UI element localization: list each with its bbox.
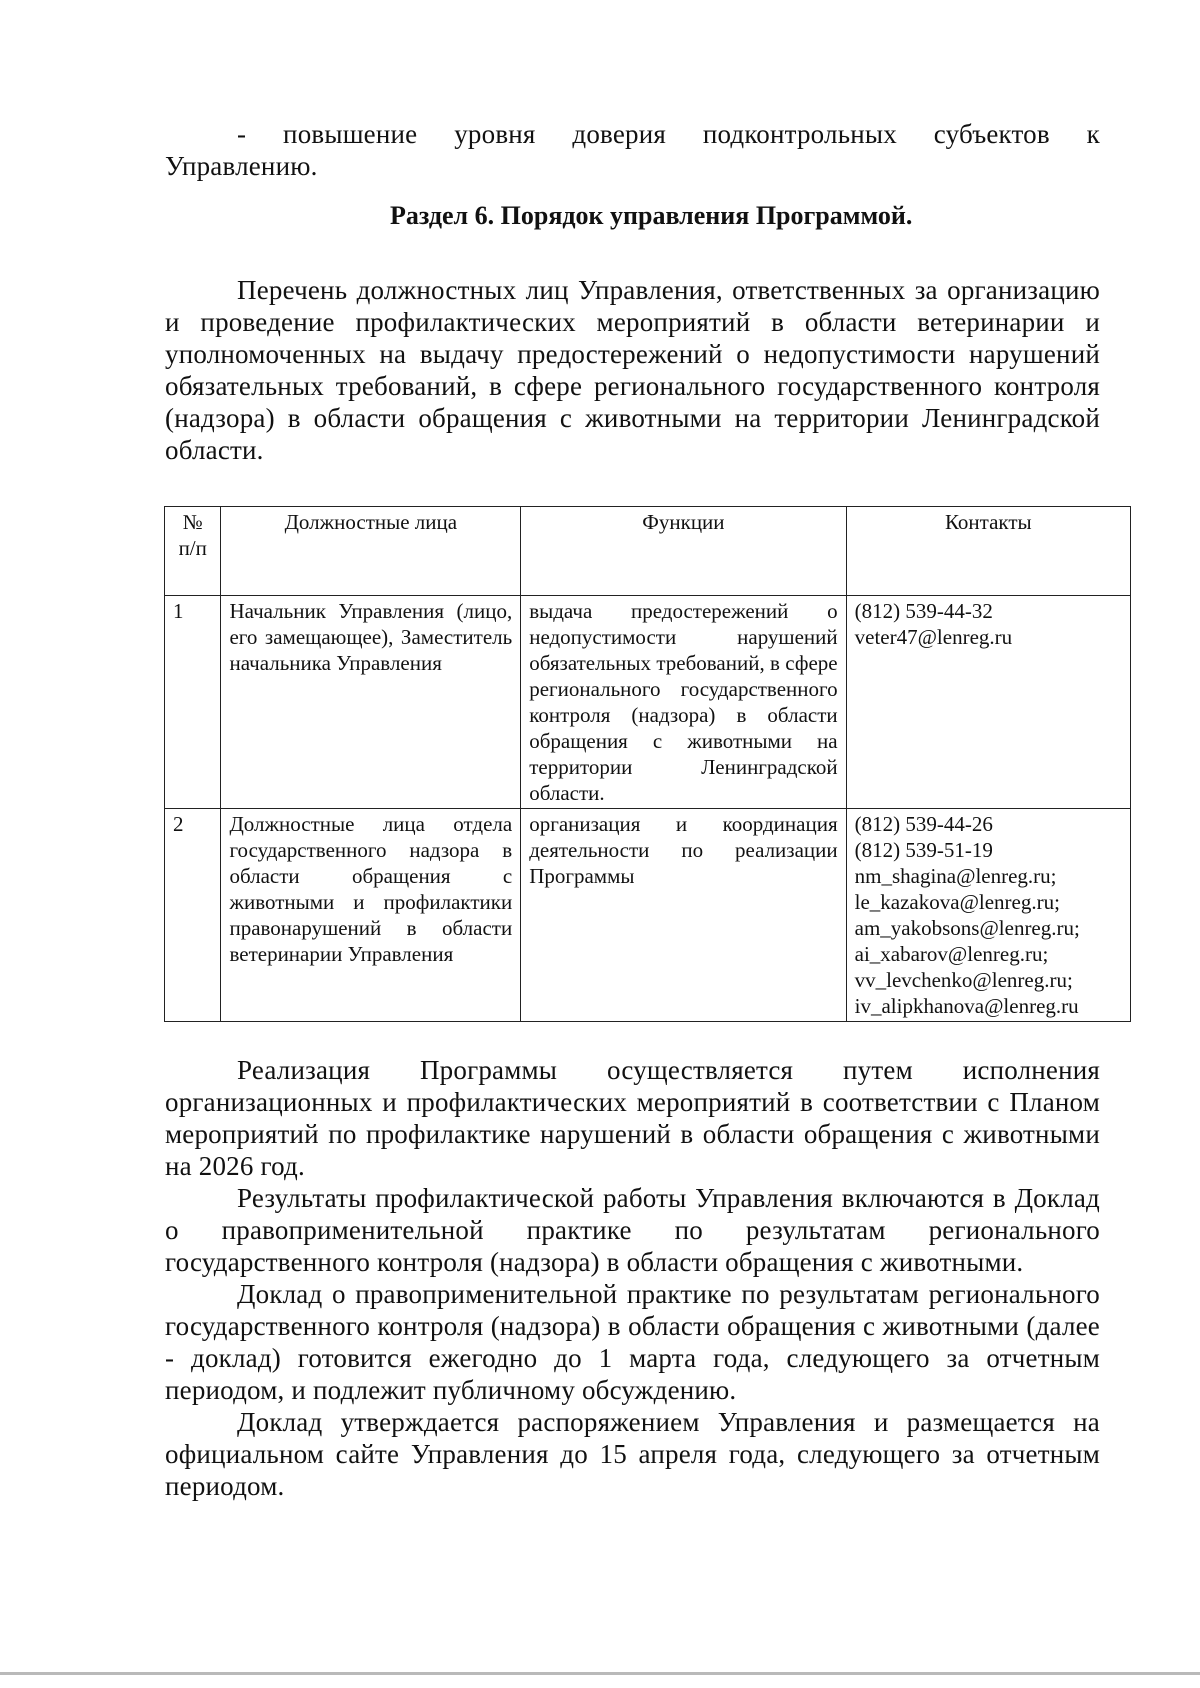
header-num: № п/п	[165, 507, 221, 596]
row-officials: Начальник Управления (лицо, его замещающее), Заместитель начальника Управления	[221, 596, 521, 809]
intro-paragraph: Перечень должностных лиц Управления, ответственных за организацию и проведение профилактических мероприятий в области ветеринарии и уполномоченных на выдачу предостережений о недопустимости нарушений обязательных требований, в сфере регионального государственного контроля (надзора) в области обращения с животными на территории Ленинградской области.	[165, 275, 1100, 465]
row-contacts	[846, 596, 1130, 809]
document-page	[165, 118, 1100, 1502]
row-functions: выдача предостережений о недопустимости нарушений обязательных требований, в сфере регионального государственного контроля (надзора) в области обращения с животными на территории Ленинградской области.	[521, 596, 846, 809]
header-functions: Функции	[521, 507, 846, 596]
table-row	[165, 596, 1131, 809]
contact-phone: (812) 539-44-32	[854, 599, 993, 623]
contact-email[interactable]: veter47@lenreg.ru	[854, 625, 1013, 649]
contact-phone: (812) 539-51-19	[854, 838, 993, 862]
contact-email[interactable]: ai_xabarov@lenreg.ru;	[854, 942, 1049, 966]
body-paragraph: Реализация Программы осуществляется путем исполнения организационных и профилактических мероприятий в соответствии с Планом мероприятий по профилактике нарушений в области обращения с животными на 2026 год.	[165, 1055, 1100, 1181]
header-contacts: Контакты	[846, 507, 1130, 596]
table-row	[165, 809, 1131, 1022]
row-contacts	[846, 809, 1130, 1022]
row-number: 2	[165, 809, 221, 1022]
header-officials: Должностные лица	[221, 507, 521, 596]
body-paragraph: Результаты профилактической работы Управления включаются в Доклад о правоприменительной практике по результатам регионального государственного контроля (надзора) в области обращения с животными.	[165, 1183, 1100, 1277]
contact-email[interactable]: am_yakobsons@lenreg.ru;	[854, 916, 1080, 940]
row-officials: Должностные лица отдела государственного надзора в области обращения с животными и профилактики правонарушений в области ветеринарии Управления	[221, 809, 521, 1022]
contact-email[interactable]: le_kazakova@lenreg.ru;	[854, 890, 1060, 914]
body-paragraph: Доклад о правоприменительной практике по результатам регионального государственного контроля (надзора) в области обращения с животными (далее - доклад) готовится ежегодно до 1 марта года, следующего за отчетным периодом, и подлежит публичному обсуждению.	[165, 1279, 1100, 1405]
table-header-row	[165, 507, 1131, 596]
contact-email[interactable]: nm_shagina@lenreg.ru;	[854, 864, 1057, 888]
intro-bullet: - повышение уровня доверия подконтрольных субъектов к Управлению.	[165, 119, 1100, 181]
contact-phone: (812) 539-44-26	[854, 812, 993, 836]
section-heading: Раздел 6. Порядок управления Программой.	[390, 201, 913, 230]
row-functions: организация и координация деятельности по реализации Программы	[521, 809, 846, 1022]
page-bottom-rule	[0, 1672, 1200, 1675]
body-paragraph: Доклад утверждается распоряжением Управления и размещается на официальном сайте Управления до 15 апреля года, следующего за отчетным периодом.	[165, 1407, 1100, 1501]
row-number: 1	[165, 596, 221, 809]
officials-table	[164, 506, 1131, 1022]
contact-email[interactable]: vv_levchenko@lenreg.ru;	[854, 968, 1073, 992]
contact-email[interactable]: iv_alipkhanova@lenreg.ru	[854, 994, 1079, 1018]
